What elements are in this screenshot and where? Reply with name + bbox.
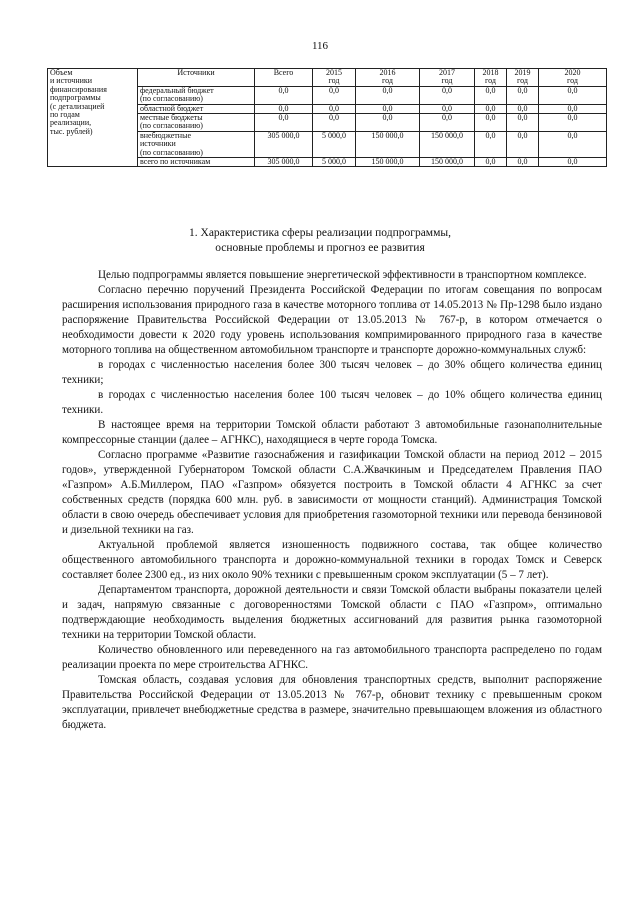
table-value-cell: 0,0 (539, 157, 607, 166)
table-value-cell: 0,0 (475, 131, 507, 157)
table-header-cell: 2016 год (356, 69, 420, 87)
paragraph: Согласно перечню поручений Президента Российской Федерации по итогам совещания по вопросам расширения использования природного газа в качестве моторного топлива от 14.05.2013 № Пр-1298 было издано распоряжение Правительства Российской Федерации от 13.05.2013 № 767-р, в котором отмечается о необходимости довести к 2020 году уровень использования компримированного природного газа в качестве моторного топлива на общественном автомобильном транспорте и транспорте дорожно-коммунальных служб: (62, 284, 602, 356)
table-source-cell: внебюджетные источники (по согласованию) (138, 131, 255, 157)
body-text (62, 268, 602, 733)
table-header-cell: 2017 год (420, 69, 475, 87)
paragraph: Актуальной проблемой является изношенность подвижного состава, так общее количество общественного автомобильного транспорта и дорожно-коммунальной техники в городах Томск и Северск составляет более 2300 ед., из них около 90% техники с превышенным сроком эксплуатации (5 – 7 лет). (62, 539, 602, 581)
table-value-cell: 0,0 (356, 113, 420, 131)
table-value-cell: 0,0 (475, 157, 507, 166)
page-number: 116 (311, 40, 329, 52)
table-source-cell: местные бюджеты (по согласованию) (138, 113, 255, 131)
paragraph: Количество обновленного или переведенного на газ автомобильного транспорта распределено по годам реализации проекта по мере строительства АГНКС. (62, 644, 602, 671)
table-value-cell: 305 000,0 (255, 131, 313, 157)
table-value-cell: 0,0 (539, 104, 607, 113)
table-value-cell: 0,0 (475, 113, 507, 131)
table-value-cell: 150 000,0 (420, 131, 475, 157)
table-value-cell: 0,0 (507, 104, 539, 113)
paragraph: Согласно программе «Развитие газоснабжения и газификации Томской области на период 2012 – 2015 годов», утвержденной Губернатором Томской области С.А.Жвачкиным и Председателем Правления ПАО «Газпром» А.Б.Миллером, ПАО «Газпром» обязуется построить в Томской области 4 АГНКС за счет собственных средств (порядка 600 млн. руб. в зависимости от мощности станций). Администрация Томской области в свою очередь обеспечивает условия для приобретения газомоторной техники или перевода бензиновой и дизельной техники на газ. (62, 449, 602, 536)
table-header-cell: 2015 год (313, 69, 356, 87)
table-source-cell: федеральный бюджет (по согласованию) (138, 86, 255, 104)
paragraph: Томская область, создавая условия для обновления транспортных средств, выполнит распоряжение Правительства Российской Федерации от 13.05.2013 № 767-р, обновит технику с превышенным сроком эксплуатации, привлечет внебюджетные средства в размере, значительно превышающем вложения из областного бюджета. (62, 674, 602, 731)
table-header-cell: 2018 год (475, 69, 507, 87)
table-value-cell: 150 000,0 (356, 131, 420, 157)
table-value-cell: 0,0 (539, 131, 607, 157)
table-value-cell: 0,0 (539, 113, 607, 131)
financing-table (47, 68, 607, 167)
table-value-cell: 305 000,0 (255, 157, 313, 166)
section-heading-line2: основные проблемы и прогноз ее развития (215, 242, 425, 254)
table-value-cell: 0,0 (420, 104, 475, 113)
table-value-cell: 0,0 (507, 86, 539, 104)
table-value-cell: 0,0 (313, 86, 356, 104)
section-heading (0, 226, 640, 256)
table-value-cell: 0,0 (255, 113, 313, 131)
table-value-cell: 0,0 (313, 104, 356, 113)
table-value-cell: 0,0 (255, 104, 313, 113)
table-value-cell: 0,0 (255, 86, 313, 104)
table-value-cell: 0,0 (475, 104, 507, 113)
section-heading-line1: 1. Характеристика сферы реализации подпрограммы, (189, 227, 451, 239)
table-value-cell: 0,0 (420, 113, 475, 131)
table-source-cell: всего по источникам (138, 157, 255, 166)
table-value-cell: 5 000,0 (313, 157, 356, 166)
table-header-cell: Всего (255, 69, 313, 87)
paragraph: В настоящее время на территории Томской области работают 3 автомобильные газонаполнительные компрессорные станции (далее – АГНКС), находящиеся в черте города Томска. (62, 419, 602, 446)
paragraph: Целью подпрограммы является повышение энергетической эффективности в транспортном комплексе. (98, 269, 587, 281)
table-value-cell: 150 000,0 (356, 157, 420, 166)
paragraph: в городах с численностью населения более 300 тысяч человек – до 30% общего количества единиц техники; (62, 359, 602, 386)
table-header-cell: 2019 год (507, 69, 539, 87)
table-source-cell: областной бюджет (138, 104, 255, 113)
table-value-cell: 0,0 (507, 113, 539, 131)
paragraph: в городах с численностью населения более 100 тысяч человек – до 10% общего количества единиц техники. (62, 389, 602, 416)
paragraph: Департаментом транспорта, дорожной деятельности и связи Томской области выбраны показатели целей и задач, напрямую связанные с договоренностями Томской области с ПАО «Газпром», оптимально подтверждающие необходимость выделения бюджетных ассигнований для развития рынка газомоторной техники на территории Томской области. (62, 584, 602, 641)
table-value-cell: 5 000,0 (313, 131, 356, 157)
table-value-cell: 0,0 (356, 86, 420, 104)
table-value-cell: 0,0 (313, 113, 356, 131)
table-value-cell: 0,0 (507, 157, 539, 166)
table-header-cell: Источники (138, 69, 255, 87)
table-value-cell: 150 000,0 (420, 157, 475, 166)
table-label-cell: Объем и источники финансирования подпрограммы (с детализацией по годам реализации, тыс. рублей) (48, 69, 138, 167)
table-value-cell: 0,0 (539, 86, 607, 104)
table-value-cell: 0,0 (475, 86, 507, 104)
table-value-cell: 0,0 (420, 86, 475, 104)
table-header-cell: 2020 год (539, 69, 607, 87)
table-value-cell: 0,0 (507, 131, 539, 157)
table-value-cell: 0,0 (356, 104, 420, 113)
table-header-row (48, 69, 607, 87)
